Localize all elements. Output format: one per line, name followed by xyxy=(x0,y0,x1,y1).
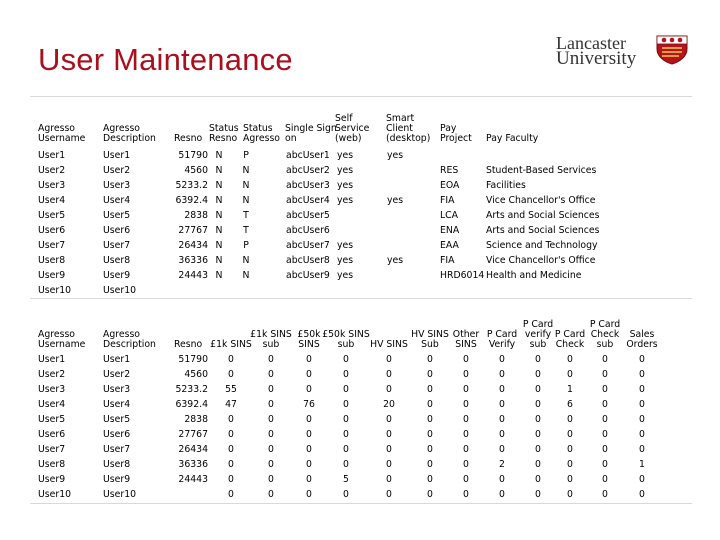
table-cell: 0 xyxy=(386,444,392,455)
table-cell: N xyxy=(215,270,223,281)
table-cell: 0 xyxy=(499,354,505,365)
table-cell: User9 xyxy=(38,474,66,485)
table-cell: N xyxy=(215,225,223,236)
table-cell: N xyxy=(242,270,250,281)
table-cell: 0 xyxy=(535,414,541,425)
table-cell: 0 xyxy=(268,444,274,455)
table-cell: 0 xyxy=(427,369,433,380)
table-cell: abcUser3 xyxy=(286,180,330,191)
table-cell: 0 xyxy=(639,489,645,500)
table-cell: N xyxy=(242,180,250,191)
column-header: Smart xyxy=(386,113,415,124)
table-cell: User1 xyxy=(103,150,131,161)
table-cell: 0 xyxy=(639,384,645,395)
logo-line-1: Lancaster xyxy=(556,33,626,53)
table-cell: 0 xyxy=(602,414,608,425)
table-cell: 0 xyxy=(639,444,645,455)
table-cell: 0 xyxy=(602,474,608,485)
table-cell: Science and Technology xyxy=(486,240,598,251)
table-cell: 0 xyxy=(268,414,274,425)
column-header: Resno xyxy=(174,133,203,144)
column-header: Agresso xyxy=(103,123,140,134)
table-cell: 0 xyxy=(306,414,312,425)
column-header: Description xyxy=(103,133,156,144)
table-cell: Vice Chancellor's Office xyxy=(486,195,596,206)
table-cell: abcUser7 xyxy=(286,240,330,251)
table-cell: 0 xyxy=(343,354,349,365)
table-cell: 0 xyxy=(343,369,349,380)
table-cell: 0 xyxy=(427,384,433,395)
column-header: HV SINS xyxy=(370,339,408,350)
table-cell: 0 xyxy=(639,354,645,365)
table-cell: 6 xyxy=(567,399,573,410)
table-cell: yes xyxy=(337,240,354,251)
table-cell: 0 xyxy=(306,489,312,500)
column-header: Agresso xyxy=(103,329,140,340)
table-cell: yes xyxy=(337,165,354,176)
table-cell: abcUser8 xyxy=(286,255,330,266)
table-cell: 0 xyxy=(427,399,433,410)
table-cell: 0 xyxy=(499,429,505,440)
table-cell: 0 xyxy=(602,369,608,380)
column-header: Check xyxy=(590,329,620,340)
table-cell: 55 xyxy=(225,384,237,395)
table-cell: 0 xyxy=(268,369,274,380)
column-header: Username xyxy=(38,133,86,144)
table-cell: EAA xyxy=(440,240,459,251)
column-header: HV SINS xyxy=(411,329,449,340)
table-cell: 24443 xyxy=(178,270,208,281)
table-cell: 36336 xyxy=(178,459,208,470)
table-cell: 26434 xyxy=(178,240,208,251)
table-cell: P xyxy=(243,150,249,161)
table-cell: 0 xyxy=(463,459,469,470)
table-cell: 0 xyxy=(427,429,433,440)
table-cell: User2 xyxy=(38,369,66,380)
table-cell: 47 xyxy=(225,399,237,410)
table-cell: 0 xyxy=(228,459,234,470)
table-cell: Vice Chancellor's Office xyxy=(486,255,596,266)
column-header: Orders xyxy=(626,339,658,350)
table-cell: 0 xyxy=(343,489,349,500)
table-cell: 0 xyxy=(499,384,505,395)
table-cell: User7 xyxy=(103,240,131,251)
table-cell: 0 xyxy=(567,474,573,485)
table-cell: 6392.4 xyxy=(175,195,208,206)
table-cell: abcUser4 xyxy=(286,195,330,206)
table-cell: 0 xyxy=(268,429,274,440)
table-cell: 0 xyxy=(463,354,469,365)
column-header: P Card xyxy=(486,329,518,340)
table-cell: User10 xyxy=(103,489,137,500)
column-header: Agresso xyxy=(38,123,75,134)
table-cell: abcUser5 xyxy=(286,210,330,221)
table-cell: User1 xyxy=(103,354,131,365)
table-cell: 0 xyxy=(306,459,312,470)
table-cell: 0 xyxy=(427,459,433,470)
column-header: Resno xyxy=(174,339,203,350)
table-cell: 0 xyxy=(535,444,541,455)
table-cell: 0 xyxy=(343,444,349,455)
table-cell: abcUser6 xyxy=(286,225,330,236)
table-cell: User8 xyxy=(103,255,131,266)
table-cell: 20 xyxy=(383,399,395,410)
table-cell: yes xyxy=(387,255,404,266)
table-cell: 0 xyxy=(386,459,392,470)
table-cell: User7 xyxy=(103,444,131,455)
table-cell: Arts and Social Sciences xyxy=(486,210,600,221)
column-header: Project xyxy=(440,133,472,144)
table-cell: User7 xyxy=(38,444,66,455)
table-cell: 0 xyxy=(228,489,234,500)
table-cell: 0 xyxy=(499,399,505,410)
table-cell: yes xyxy=(337,270,354,281)
table-cell: FIA xyxy=(440,255,455,266)
table-cell: 0 xyxy=(499,474,505,485)
table-cell: User8 xyxy=(103,459,131,470)
table-cell: User6 xyxy=(103,429,131,440)
table-cell: User4 xyxy=(38,195,66,206)
table-cell: User10 xyxy=(38,285,72,296)
table-cell: 6392.4 xyxy=(175,399,208,410)
table-cell: abcUser2 xyxy=(286,165,330,176)
column-header: Agresso xyxy=(243,133,280,144)
table-cell: User4 xyxy=(103,195,131,206)
table-cell: 0 xyxy=(535,399,541,410)
table-cell: 0 xyxy=(268,474,274,485)
table-cell: 2 xyxy=(499,459,505,470)
table-cell: yes xyxy=(337,180,354,191)
column-header: Check xyxy=(555,339,585,350)
table-cell: 5233.2 xyxy=(175,384,208,395)
table-cell: 4560 xyxy=(184,369,208,380)
table-cell: 1 xyxy=(639,459,645,470)
column-header: Description xyxy=(103,339,156,350)
table-cell: abcUser1 xyxy=(286,150,330,161)
logo-line-2: University xyxy=(556,48,637,69)
table-cell: User6 xyxy=(38,429,66,440)
table-cell: 0 xyxy=(463,384,469,395)
page-title: User Maintenance xyxy=(38,42,293,77)
table-cell: 0 xyxy=(306,474,312,485)
table-cell: 0 xyxy=(427,474,433,485)
table-cell: 0 xyxy=(463,444,469,455)
table-cell: 24443 xyxy=(178,474,208,485)
table-cell: 5 xyxy=(343,474,349,485)
table-cell: 0 xyxy=(535,429,541,440)
table-cell: 0 xyxy=(602,399,608,410)
table-cell: User5 xyxy=(38,210,66,221)
table-cell: yes xyxy=(337,150,354,161)
table-cell: 0 xyxy=(228,474,234,485)
column-header: Pay Faculty xyxy=(486,133,539,144)
table-cell: 0 xyxy=(228,369,234,380)
column-header: sub xyxy=(596,339,614,350)
table-cell: HRD6014 xyxy=(440,270,485,281)
table-cell: 0 xyxy=(268,384,274,395)
table-cell: P xyxy=(243,240,249,251)
table-cell: 0 xyxy=(499,414,505,425)
table-cell: 0 xyxy=(602,384,608,395)
table-cell: User2 xyxy=(103,369,131,380)
column-header: Verify xyxy=(488,339,516,350)
table-cell: Student-Based Services xyxy=(486,165,597,176)
table-cell: 0 xyxy=(535,384,541,395)
column-header: £1k SINS xyxy=(250,329,292,340)
table-cell: 27767 xyxy=(178,225,208,236)
table-cell: User5 xyxy=(103,414,131,425)
table-cell: N xyxy=(242,195,250,206)
column-header: Status xyxy=(243,123,273,134)
column-header: sub xyxy=(529,339,547,350)
table-cell: 51790 xyxy=(178,150,208,161)
table-cell: User9 xyxy=(38,270,66,281)
table-cell: 0 xyxy=(427,489,433,500)
table-cell: yes xyxy=(387,150,404,161)
table-cell: 26434 xyxy=(178,444,208,455)
table-cell: 0 xyxy=(343,459,349,470)
column-header: Other xyxy=(452,329,480,340)
table-cell: Facilities xyxy=(486,180,526,191)
table-cell: 0 xyxy=(268,354,274,365)
column-header: Agresso xyxy=(38,329,75,340)
table-cell: yes xyxy=(387,195,404,206)
table-cell: User1 xyxy=(38,150,66,161)
table-cell: 0 xyxy=(228,354,234,365)
table-cell: 0 xyxy=(343,384,349,395)
column-header: sub xyxy=(337,339,355,350)
table-cell: 0 xyxy=(386,489,392,500)
table-cell: 0 xyxy=(567,459,573,470)
table-cell: 0 xyxy=(386,354,392,365)
table-cell: 0 xyxy=(639,399,645,410)
table-cell: User9 xyxy=(103,474,131,485)
column-header: (web) xyxy=(335,133,362,144)
table-cell: RES xyxy=(440,165,459,176)
table-cell: 0 xyxy=(499,489,505,500)
table-cell: 4560 xyxy=(184,165,208,176)
table-cell: User3 xyxy=(38,384,66,395)
table-cell: 0 xyxy=(427,354,433,365)
table-cell: 0 xyxy=(463,429,469,440)
table-cell: T xyxy=(243,225,249,236)
table-cell: 0 xyxy=(228,444,234,455)
table-cell: 0 xyxy=(463,474,469,485)
table-cell: N xyxy=(215,210,223,221)
table-cell: 0 xyxy=(639,474,645,485)
table-cell: Health and Medicine xyxy=(486,270,582,281)
column-header: Status xyxy=(209,123,239,134)
table-cell: 36336 xyxy=(178,255,208,266)
column-header: P Card xyxy=(589,319,621,330)
table-cell: 0 xyxy=(499,444,505,455)
table-cell: 0 xyxy=(343,429,349,440)
table-cell: 0 xyxy=(268,489,274,500)
table-cell: N xyxy=(242,255,250,266)
table-cell: N xyxy=(215,240,223,251)
column-header: £50k SINS xyxy=(322,329,370,340)
table-cell: 0 xyxy=(343,399,349,410)
table-cell: 0 xyxy=(602,489,608,500)
table-cell: 0 xyxy=(463,414,469,425)
column-header: Self xyxy=(335,113,353,124)
column-header: verify xyxy=(524,329,552,340)
table-cell: 27767 xyxy=(178,429,208,440)
table-cell: User9 xyxy=(103,270,131,281)
table-cell: 0 xyxy=(463,369,469,380)
table-cell: User7 xyxy=(38,240,66,251)
table-cell: T xyxy=(243,210,249,221)
column-header: Sub xyxy=(421,339,439,350)
column-header: £50k xyxy=(297,329,321,340)
table-cell: N xyxy=(215,165,223,176)
table-cell: User1 xyxy=(38,354,66,365)
table-cell: 0 xyxy=(535,489,541,500)
table-cell: 0 xyxy=(306,444,312,455)
table-cell: 0 xyxy=(386,384,392,395)
table-cell: 0 xyxy=(567,414,573,425)
table-cell: 0 xyxy=(306,369,312,380)
column-header: on xyxy=(285,133,297,144)
table-cell: User6 xyxy=(38,225,66,236)
table-cell: 0 xyxy=(567,429,573,440)
table-cell: 0 xyxy=(535,354,541,365)
table-cell: User3 xyxy=(103,384,131,395)
table-cell: 0 xyxy=(535,369,541,380)
table-cell: 0 xyxy=(602,444,608,455)
column-header: SINS xyxy=(298,339,320,350)
table-cell: User3 xyxy=(103,180,131,191)
column-header: Username xyxy=(38,339,86,350)
column-header: Client xyxy=(386,123,413,134)
table-cell: 0 xyxy=(567,444,573,455)
column-header: P Card xyxy=(522,319,554,330)
column-header: Pay xyxy=(440,123,457,134)
table-cell: LCA xyxy=(440,210,459,221)
table-cell: User4 xyxy=(38,399,66,410)
table-cell: N xyxy=(242,165,250,176)
table-cell: 0 xyxy=(386,429,392,440)
table-cell: 0 xyxy=(306,384,312,395)
table-cell: User2 xyxy=(38,165,66,176)
table-cell: 2838 xyxy=(184,210,208,221)
column-header: Service xyxy=(335,123,370,134)
table-cell: 0 xyxy=(228,429,234,440)
table-cell: 0 xyxy=(268,459,274,470)
table-cell: EOA xyxy=(440,180,460,191)
table-cell: User5 xyxy=(38,414,66,425)
table-cell: 0 xyxy=(499,369,505,380)
table-cell: yes xyxy=(337,195,354,206)
column-header: (desktop) xyxy=(386,133,431,144)
table-cell: 0 xyxy=(427,444,433,455)
table-cell: 0 xyxy=(567,369,573,380)
table-cell: 0 xyxy=(268,399,274,410)
column-header: Single Sign xyxy=(285,123,337,134)
table-cell: User8 xyxy=(38,459,66,470)
table-cell: 51790 xyxy=(178,354,208,365)
table-cell: 1 xyxy=(567,384,573,395)
column-header: P Card xyxy=(554,329,586,340)
table-cell: 0 xyxy=(567,354,573,365)
table-cell: 0 xyxy=(306,354,312,365)
table-cell: 0 xyxy=(306,429,312,440)
table-cell: User6 xyxy=(103,225,131,236)
table-cell: 5233.2 xyxy=(175,180,208,191)
table-cell: 0 xyxy=(602,429,608,440)
table-cell: N xyxy=(215,195,223,206)
table-cell: 0 xyxy=(386,369,392,380)
table-cell: yes xyxy=(337,255,354,266)
column-header: Resno xyxy=(209,133,238,144)
table-cell: abcUser9 xyxy=(286,270,330,281)
table-cell: User10 xyxy=(103,285,137,296)
table-cell: User8 xyxy=(38,255,66,266)
table-cell: 0 xyxy=(602,354,608,365)
table-cell: 0 xyxy=(386,414,392,425)
table-cell: FIA xyxy=(440,195,455,206)
table-cell: ENA xyxy=(440,225,460,236)
table-cell: 0 xyxy=(343,414,349,425)
column-header: sub xyxy=(262,339,280,350)
table-cell: 0 xyxy=(639,369,645,380)
table-cell: User10 xyxy=(38,489,72,500)
table-cell: 0 xyxy=(535,474,541,485)
table-cell: User3 xyxy=(38,180,66,191)
table-cell: 0 xyxy=(535,459,541,470)
column-header: SINS xyxy=(455,339,477,350)
table-cell: 2838 xyxy=(184,414,208,425)
table-cell: 0 xyxy=(386,474,392,485)
table-cell: 0 xyxy=(427,414,433,425)
table-cell: N xyxy=(215,255,223,266)
table-cell: User5 xyxy=(103,210,131,221)
table-cell: 0 xyxy=(463,489,469,500)
table-cell: N xyxy=(215,150,223,161)
table-cell: 0 xyxy=(228,414,234,425)
table-cell: 0 xyxy=(567,489,573,500)
table-cell: 0 xyxy=(639,429,645,440)
column-header: £1k SINS xyxy=(210,339,252,350)
table-cell: 76 xyxy=(303,399,315,410)
table-cell: 0 xyxy=(463,399,469,410)
table-cell: 0 xyxy=(639,414,645,425)
table-cell: User4 xyxy=(103,399,131,410)
table-cell: 0 xyxy=(602,459,608,470)
table-cell: User2 xyxy=(103,165,131,176)
table-cell: N xyxy=(215,180,223,191)
column-header: Sales xyxy=(629,329,655,340)
table-cell: Arts and Social Sciences xyxy=(486,225,600,236)
